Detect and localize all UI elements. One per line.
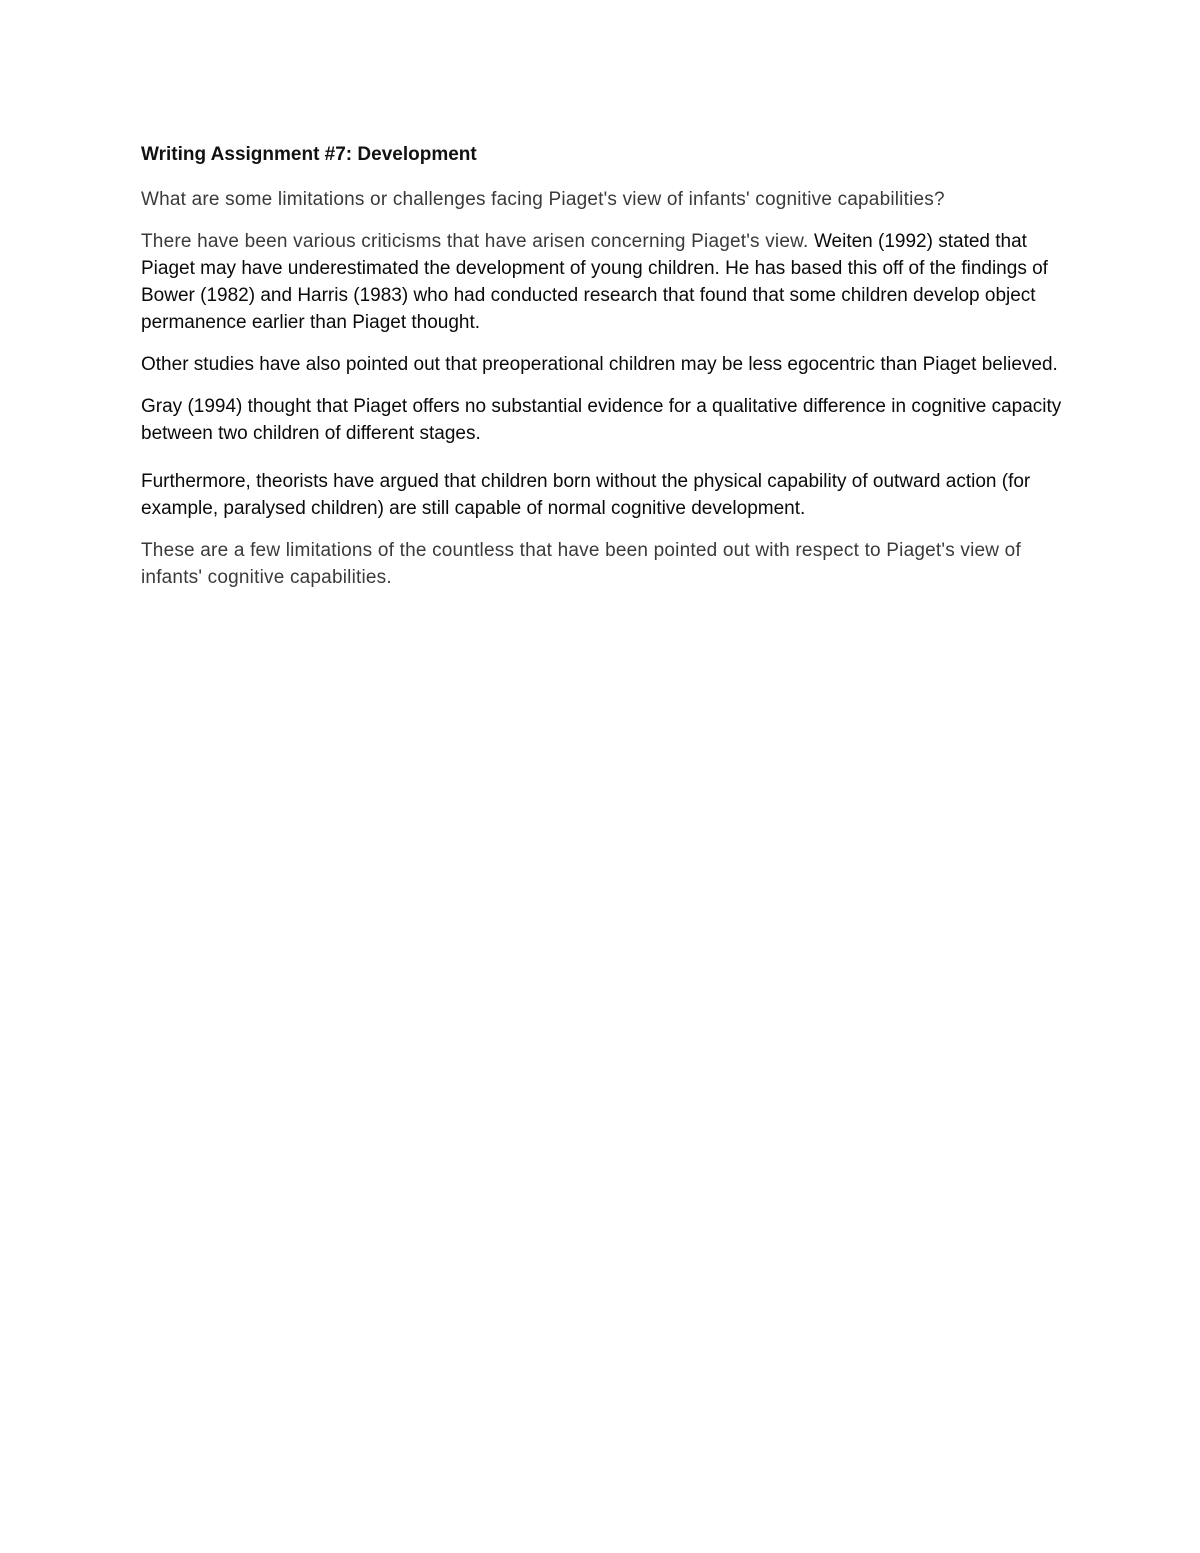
gray-paragraph: Gray (1994) thought that Piaget offers no substantial evidence for a qualitative difference in cognitive capacity between two children of different stages. bbox=[141, 396, 1062, 444]
question-paragraph: What are some limitations or challenges facing Piaget's view of infants' cognitive capabilities? bbox=[141, 189, 945, 210]
criticisms-paragraph bbox=[141, 228, 1066, 336]
criticisms-lead-text: There have been various criticisms that have arisen concerning Piaget's view. bbox=[141, 231, 814, 252]
criticisms-body-text: Weiten (1992) stated that Piaget may have underestimated the development of young children. He has based this off of the findings of Bower (1982) and Harris (1983) who had conducted research that found that some children develop object permanence earlier than Piaget thought. bbox=[141, 231, 1048, 333]
document-body bbox=[141, 142, 1066, 606]
theorists-paragraph: Furthermore, theorists have argued that children born without the physical capability of outward action (for example, paralysed children) are still capable of normal cognitive development. bbox=[141, 471, 1031, 519]
document-title: Writing Assignment #7: Development bbox=[141, 144, 477, 165]
conclusion-paragraph: These are a few limitations of the countless that have been pointed out with respect to Piaget's view of infants' cognitive capabilities. bbox=[141, 540, 1021, 588]
egocentric-paragraph: Other studies have also pointed out that preoperational children may be less egocentric than Piaget believed. bbox=[141, 354, 1058, 375]
